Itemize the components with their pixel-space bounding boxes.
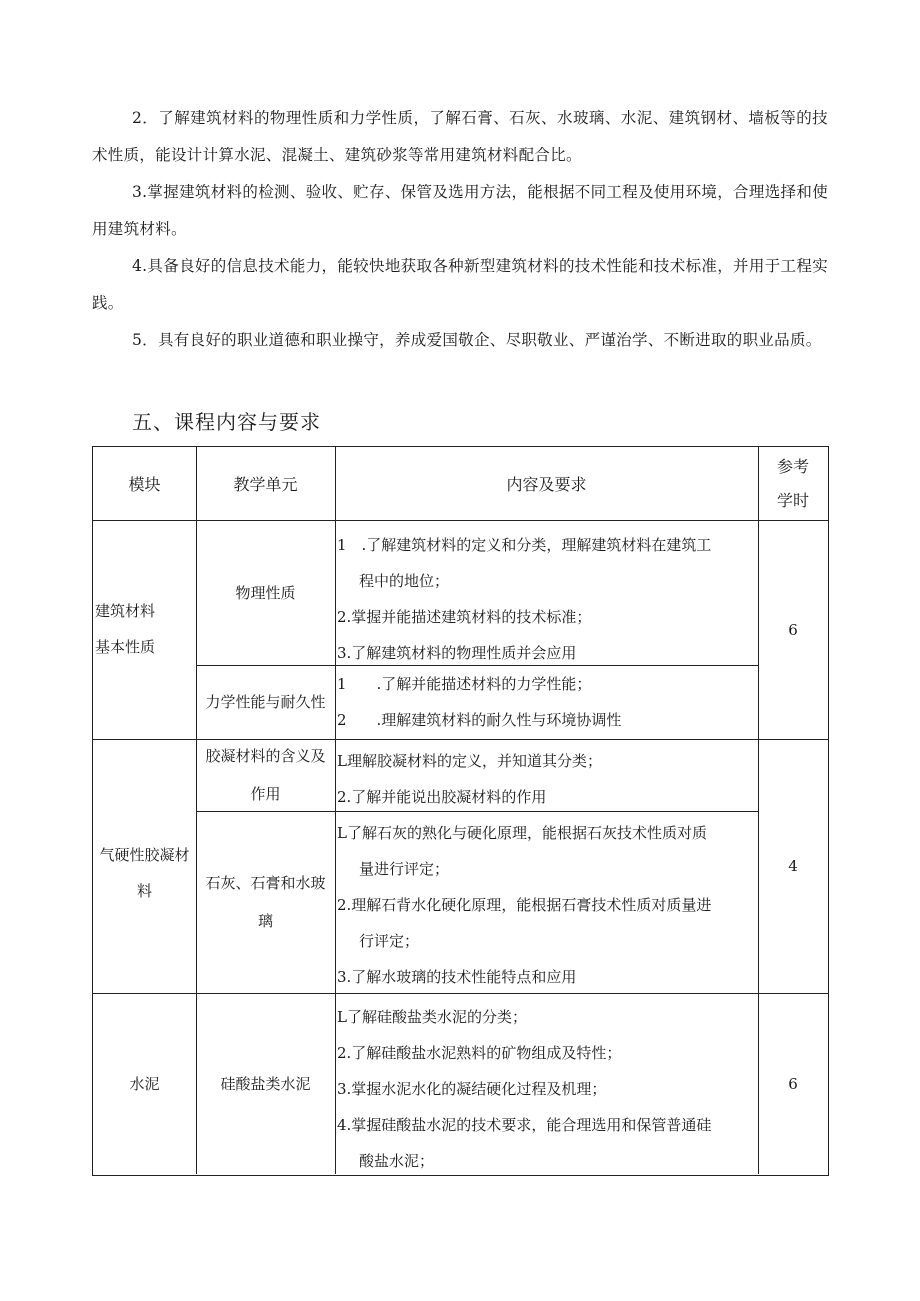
content-line: 1 .了解并能描述材料的力学性能；: [337, 675, 592, 693]
header-hours-line1: 参考: [776, 456, 809, 476]
module-hours: 6: [788, 620, 798, 639]
header-content: 内容及要求: [506, 475, 587, 494]
module-name: [93, 593, 198, 665]
unit-name-line1: 胶凝材料的含义及: [205, 747, 326, 765]
section-title: 五、课程内容与要求: [132, 410, 321, 434]
content-line: L理解胶凝材料的定义，并知道其分类；: [337, 752, 602, 770]
paragraph-objective-5: 5．具有良好的职业道德和职业操守，养成爱国敬企、尽职敬业、严谨治学、不断进取的职业品质。: [132, 331, 822, 349]
unit-name-line1: 石灰、石膏和水玻: [205, 874, 326, 892]
module-name: 水泥: [129, 1074, 160, 1093]
unit-name: 力学性能与耐久性: [205, 693, 326, 711]
unit-name: [196, 811, 335, 993]
content-line: 3.了解水玻璃的技术性能特点和应用: [337, 968, 577, 986]
unit-content: [335, 666, 758, 739]
unit-content: [335, 743, 758, 811]
content-line: 2.了解并能说出胶凝材料的作用: [337, 788, 547, 806]
paragraph-objective-2: 2．了解建筑材料的物理性质和力学性质，了解石膏、石灰、水玻璃、水泥、建筑钢材、墙板等的技术性质，能设计计算水泥、混凝土、建筑砂浆等常用建筑材料配合比。: [92, 109, 828, 164]
module-name-line1: 气硬性胶凝材: [99, 846, 190, 864]
header-hours-line2: 学时: [776, 490, 809, 510]
unit-name: 硅酸盐类水泥: [220, 1074, 311, 1093]
content-line: 3.掌握水泥水化的凝结硬化过程及机理；: [337, 1080, 607, 1098]
unit-name: [196, 739, 335, 811]
module-name-line2: 基本性质: [95, 638, 156, 656]
paragraph-objective-3: 3.掌握建筑材料的检测、验收、贮存、保管及选用方法，能根据不同工程及使用环境，合理选择和使用建筑材料。: [92, 183, 828, 238]
content-line: 4.掌握硅酸盐水泥的技术要求，能合理选用和保管普通硅: [337, 1116, 712, 1134]
content-line: 2.了解硅酸盐水泥熟料的矿物组成及特性；: [337, 1044, 622, 1062]
header-unit: 教学单元: [233, 475, 298, 494]
content-line: L了解石灰的熟化与硬化原理，能根据石灰技术性质对质: [337, 824, 707, 842]
unit-content: [335, 815, 758, 993]
content-line: 量进行评定；: [359, 860, 450, 878]
content-line: 3.了解建筑材料的物理性质并会应用: [337, 644, 577, 662]
unit-content: [335, 527, 758, 665]
module-name: [93, 837, 196, 909]
content-line: 2.理解石背水化硬化原理，能根据石膏技术性质对质量进: [337, 896, 712, 914]
module-name-line1: 建筑材料: [95, 602, 156, 620]
module-hours: 4: [788, 857, 798, 875]
content-line: L了解硅酸盐类水泥的分类；: [337, 1008, 527, 1026]
content-line: 2 .理解建筑材料的耐久性与环境协调性: [337, 711, 622, 729]
content-line: 1 .了解建筑材料的定义和分类，理解建筑材料在建筑工: [337, 536, 712, 554]
paragraph-objective-4: 4.具备良好的信息技术能力，能较快地获取各种新型建筑材料的技术性能和技术标准，并用于工程实践。: [92, 257, 828, 312]
unit-name-line2: 作用: [250, 785, 281, 803]
content-line: 酸盐水泥；: [359, 1152, 435, 1170]
unit-name-line2: 璃: [257, 912, 273, 930]
content-line: 程中的地位；: [359, 572, 450, 590]
content-line: 行评定；: [359, 932, 420, 950]
module-hours: 6: [788, 1074, 798, 1093]
course-content-table: [92, 446, 829, 1176]
header-module: 模块: [128, 475, 161, 494]
content-line: 2.掌握并能描述建筑材料的技术标准；: [337, 608, 592, 626]
module-name-line2: 料: [136, 882, 152, 900]
header-hours: [758, 447, 828, 520]
unit-content: [335, 999, 758, 1174]
unit-name: 物理性质: [235, 583, 296, 602]
